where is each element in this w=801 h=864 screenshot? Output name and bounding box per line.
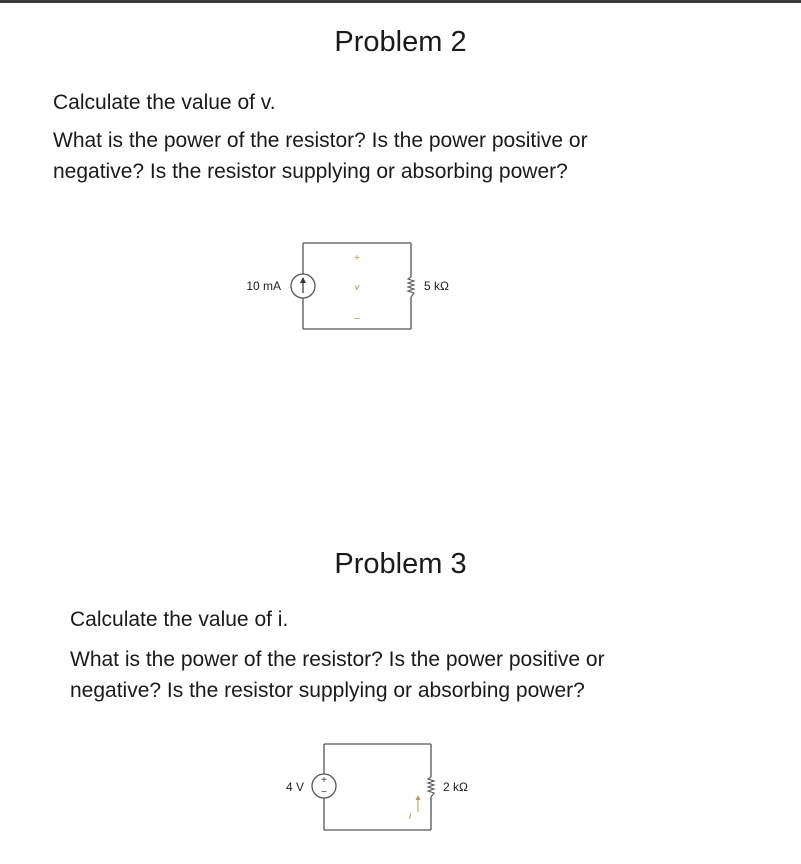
- problem-2-question-1: Calculate the value of v.: [53, 91, 276, 114]
- circuit-wires: [324, 744, 431, 830]
- resistor-label-5k: 5 kΩ: [424, 279, 449, 293]
- problem-2-title: Problem 2: [334, 26, 467, 58]
- polarity-minus: −: [353, 313, 361, 325]
- voltage-source-icon: [312, 774, 336, 798]
- current-variable-i: i: [409, 811, 411, 821]
- source-label-4v: 4 V: [285, 780, 304, 794]
- problem-2-question-2: What is the power of the resistor? Is the power positive or: [53, 129, 588, 152]
- problem-3-question-1: Calculate the value of i.: [70, 608, 289, 631]
- problem-3-title: Problem 3: [334, 548, 467, 580]
- voltage-variable-v: v: [354, 282, 360, 292]
- source-plus-sign: +: [321, 775, 327, 786]
- problem-2-question-3: negative? Is the resistor supplying or absorbing power?: [53, 160, 568, 183]
- problem-3-question-3: negative? Is the resistor supplying or absorbing power?: [70, 679, 585, 702]
- resistor-label-2k: 2 kΩ: [443, 780, 468, 794]
- source-label-10ma: 10 mA: [246, 279, 281, 293]
- current-arrow-icon: [416, 795, 421, 812]
- polarity-plus: +: [354, 253, 360, 264]
- problem-3-question-2: What is the power of the resistor? Is the power positive or: [70, 648, 605, 671]
- source-minus-sign: −: [321, 787, 327, 798]
- resistor-icon: [428, 777, 434, 797]
